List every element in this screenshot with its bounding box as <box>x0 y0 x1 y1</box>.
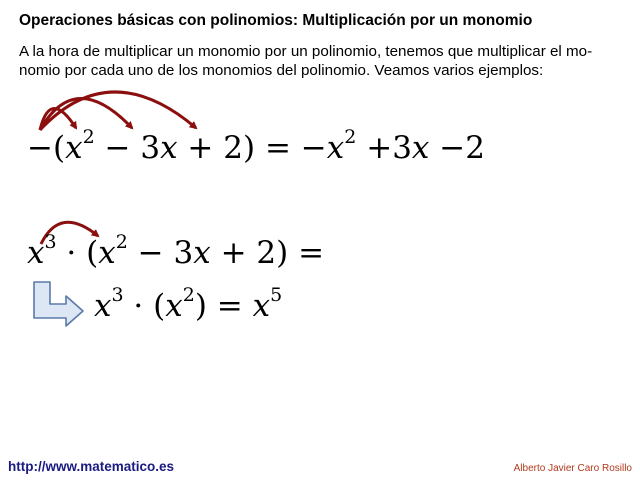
intro-paragraph: A la hora de multiplicar un monomio por un polinomio, tenemos que multiplicar el mo-nomio por cada uno de los monomios del polinomio. Veamos varios ejemplos: <box>19 43 593 79</box>
equation-2: $x^3 \cdot (x^2 - 3x + 2)$ = <box>27 231 325 271</box>
equation-3: $x^3 \cdot (x^2) = x^5$ <box>94 284 283 324</box>
equation-1: $-(x^2 - 3x + 2) = -x^2 +3x -2$ <box>27 126 485 166</box>
down-right-block-arrow-icon <box>34 282 83 326</box>
website-link[interactable]: http://www.matematico.es <box>8 459 175 474</box>
distribute-arrow-3 <box>40 92 196 130</box>
page-title: Operaciones básicas con polinomios: Multiplicación por un monomio <box>19 12 533 29</box>
author-credit: Alberto Javier Caro Rosillo <box>513 463 632 474</box>
